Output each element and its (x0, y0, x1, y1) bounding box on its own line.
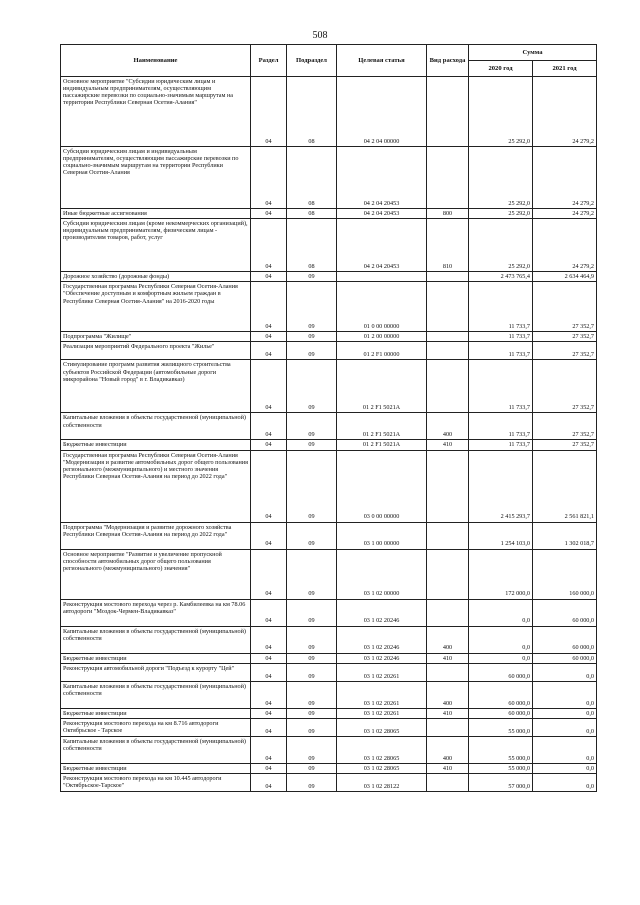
table-row (61, 450, 597, 522)
budget-table (60, 44, 597, 792)
row-sum-2021: 24 279,2 (533, 77, 597, 147)
row-subsection: 09 (287, 773, 337, 791)
row-expense-type (427, 663, 469, 681)
row-sum-2021: 27 352,7 (533, 342, 597, 360)
row-name: Реализация мероприятий Федерального проекта "Жилье" (61, 342, 251, 360)
table-row (61, 77, 597, 147)
row-expense-type (427, 773, 469, 791)
row-target-article: 03 1 02 28065 (337, 736, 427, 763)
row-sum-2021: 0,0 (533, 708, 597, 718)
row-sum-2021: 2 561 821,1 (533, 450, 597, 522)
row-subsection: 09 (287, 549, 337, 599)
row-target-article: 03 1 02 20246 (337, 653, 427, 663)
row-sum-2020: 60 000,0 (469, 663, 533, 681)
row-section: 04 (251, 599, 287, 626)
row-section: 04 (251, 332, 287, 342)
row-sum-2021: 0,0 (533, 773, 597, 791)
row-target-article: 03 1 00 00000 (337, 522, 427, 549)
row-name: Реконструкция мостового перехода на км 8.716 автодороги Октябрьское - Тарское (61, 718, 251, 736)
row-section: 04 (251, 440, 287, 450)
row-section: 04 (251, 147, 287, 209)
table-row (61, 773, 597, 791)
row-subsection: 09 (287, 718, 337, 736)
row-sum-2020: 1 254 103,0 (469, 522, 533, 549)
row-target-article: 03 1 02 20261 (337, 708, 427, 718)
row-sum-2021: 27 352,7 (533, 360, 597, 413)
row-name: Основное мероприятие "Субсидии юридическим лицам и индивидуальным предпринимателям, осуществляющим пассажирские перевозки по социально-значимым маршрутам на территории Республики Северная Осетия-Алания" (61, 77, 251, 147)
row-sum-2021: 24 279,2 (533, 209, 597, 219)
row-name: Подпрограмма "Жилище" (61, 332, 251, 342)
row-section: 04 (251, 219, 287, 272)
row-target-article: 01 2 F1 5021A (337, 440, 427, 450)
row-target-article (337, 272, 427, 282)
row-subsection: 09 (287, 681, 337, 708)
row-sum-2021: 160 000,0 (533, 549, 597, 599)
row-subsection: 09 (287, 342, 337, 360)
row-sum-2020: 25 292,0 (469, 77, 533, 147)
row-sum-2020: 55 000,0 (469, 736, 533, 763)
row-target-article: 01 2 00 00000 (337, 332, 427, 342)
row-name: Капитальные вложения в объекты государственной (муниципальной) собственности (61, 413, 251, 440)
table-row (61, 342, 597, 360)
row-sum-2020: 60 000,0 (469, 708, 533, 718)
row-section: 04 (251, 522, 287, 549)
row-section: 04 (251, 342, 287, 360)
row-target-article: 03 1 02 00000 (337, 549, 427, 599)
table-row (61, 708, 597, 718)
row-name: Стимулирование программ развития жилищного строительства субъектов Российской Федерации (автомобильные дороги микрорайона "Новый город" в г. Владикавказ) (61, 360, 251, 413)
row-expense-type (427, 332, 469, 342)
row-subsection: 09 (287, 708, 337, 718)
row-sum-2021: 24 279,2 (533, 147, 597, 209)
row-sum-2020: 60 000,0 (469, 681, 533, 708)
row-section: 04 (251, 708, 287, 718)
row-expense-type (427, 599, 469, 626)
row-target-article: 04 2 04 20453 (337, 219, 427, 272)
header-section: Раздел (251, 45, 287, 77)
row-subsection: 08 (287, 147, 337, 209)
row-target-article: 03 1 02 20261 (337, 681, 427, 708)
row-sum-2020: 55 000,0 (469, 718, 533, 736)
row-target-article: 03 0 00 00000 (337, 450, 427, 522)
row-subsection: 08 (287, 209, 337, 219)
header-name: Наименование (61, 45, 251, 77)
row-section: 04 (251, 549, 287, 599)
table-row (61, 736, 597, 763)
row-subsection: 09 (287, 663, 337, 681)
table-body (61, 77, 597, 792)
row-sum-2021: 0,0 (533, 681, 597, 708)
row-subsection: 09 (287, 282, 337, 332)
row-section: 04 (251, 413, 287, 440)
row-section: 04 (251, 663, 287, 681)
row-sum-2020: 11 733,7 (469, 440, 533, 450)
row-target-article: 01 2 F1 00000 (337, 342, 427, 360)
row-target-article: 03 1 02 28065 (337, 718, 427, 736)
row-subsection: 09 (287, 272, 337, 282)
row-sum-2020: 25 292,0 (469, 209, 533, 219)
row-name: Капитальные вложения в объекты государственной (муниципальной) собственности (61, 626, 251, 653)
row-expense-type: 400 (427, 681, 469, 708)
row-section: 04 (251, 681, 287, 708)
row-sum-2021: 0,0 (533, 763, 597, 773)
row-section: 04 (251, 626, 287, 653)
row-sum-2020: 25 292,0 (469, 219, 533, 272)
row-sum-2021: 60 000,0 (533, 626, 597, 653)
row-subsection: 09 (287, 626, 337, 653)
row-sum-2021: 1 302 018,7 (533, 522, 597, 549)
row-sum-2020: 11 733,7 (469, 342, 533, 360)
row-name: Государственная программа Республики Северная Осетия-Алания "Модернизация и развитие автомобильных дорог общего пользования регионального (межмуниципального) и местного значения Республики Северная Осетия-Алания на период до 2022 года" (61, 450, 251, 522)
row-target-article: 04 2 04 20453 (337, 147, 427, 209)
row-target-article: 03 1 02 20261 (337, 663, 427, 681)
row-section: 04 (251, 272, 287, 282)
row-subsection: 09 (287, 763, 337, 773)
table-row (61, 626, 597, 653)
row-sum-2020: 0,0 (469, 599, 533, 626)
row-target-article: 03 1 02 28122 (337, 773, 427, 791)
row-name: Бюджетные инвестиции (61, 440, 251, 450)
row-target-article: 01 2 F1 5021A (337, 413, 427, 440)
table-row (61, 763, 597, 773)
table-row (61, 681, 597, 708)
row-subsection: 08 (287, 219, 337, 272)
row-sum-2020: 55 000,0 (469, 763, 533, 773)
row-target-article: 04 2 04 20453 (337, 209, 427, 219)
row-subsection: 09 (287, 332, 337, 342)
row-subsection: 09 (287, 360, 337, 413)
row-subsection: 09 (287, 736, 337, 763)
row-sum-2020: 172 000,0 (469, 549, 533, 599)
row-section: 04 (251, 360, 287, 413)
row-subsection: 09 (287, 440, 337, 450)
row-expense-type (427, 272, 469, 282)
table-row (61, 219, 597, 272)
row-section: 04 (251, 736, 287, 763)
row-sum-2020: 25 292,0 (469, 147, 533, 209)
header-expense-type: Вид расхода (427, 45, 469, 77)
header-year-2021: 2021 год (533, 61, 597, 77)
row-subsection: 09 (287, 450, 337, 522)
row-sum-2020: 11 733,7 (469, 360, 533, 413)
row-expense-type (427, 522, 469, 549)
row-sum-2020: 2 473 765,4 (469, 272, 533, 282)
row-sum-2020: 0,0 (469, 626, 533, 653)
row-target-article: 03 1 02 28065 (337, 763, 427, 773)
row-section: 04 (251, 763, 287, 773)
row-expense-type (427, 342, 469, 360)
row-expense-type: 400 (427, 626, 469, 653)
row-expense-type (427, 718, 469, 736)
row-sum-2020: 11 733,7 (469, 282, 533, 332)
table-row (61, 413, 597, 440)
row-name: Государственная программа Республики Северная Осетия-Алания "Обеспечение доступным и комфортным жильем граждан в Республике Северная Осетия-Алания" на 2016-2020 годы (61, 282, 251, 332)
row-section: 04 (251, 450, 287, 522)
table-row (61, 599, 597, 626)
row-target-article: 03 1 02 20246 (337, 599, 427, 626)
row-sum-2021: 2 634 464,9 (533, 272, 597, 282)
row-expense-type (427, 282, 469, 332)
table-row (61, 332, 597, 342)
row-name: Дорожное хозяйство (дорожные фонды) (61, 272, 251, 282)
header-sum: Сумма (469, 45, 597, 61)
page-number: 508 (312, 30, 328, 41)
row-section: 04 (251, 653, 287, 663)
row-subsection: 09 (287, 522, 337, 549)
row-expense-type: 400 (427, 413, 469, 440)
header-subsection: Подраздел (287, 45, 337, 77)
row-name: Иные бюджетные ассигнования (61, 209, 251, 219)
row-expense-type: 810 (427, 219, 469, 272)
row-expense-type (427, 77, 469, 147)
row-sum-2020: 57 000,0 (469, 773, 533, 791)
row-section: 04 (251, 718, 287, 736)
table-row (61, 440, 597, 450)
row-name: Подпрограмма "Модернизация и развитие дорожного хозяйства Республики Северная Осетия-Алания на период до 2022 года" (61, 522, 251, 549)
row-name: Бюджетные инвестиции (61, 763, 251, 773)
row-target-article: 01 2 F1 5021A (337, 360, 427, 413)
table-row (61, 549, 597, 599)
row-subsection: 09 (287, 653, 337, 663)
header-year-2020: 2020 год (469, 61, 533, 77)
row-sum-2021: 0,0 (533, 663, 597, 681)
row-expense-type (427, 360, 469, 413)
row-expense-type: 400 (427, 736, 469, 763)
table-row (61, 272, 597, 282)
table-row (61, 147, 597, 209)
row-subsection: 08 (287, 77, 337, 147)
row-sum-2021: 24 279,2 (533, 219, 597, 272)
row-sum-2021: 0,0 (533, 736, 597, 763)
row-name: Реконструкция мостового перехода через р. Камбилеевка на км 78.06 автодороги "Моздок-Чермен-Владикавказ" (61, 599, 251, 626)
table-row (61, 718, 597, 736)
row-subsection: 09 (287, 413, 337, 440)
row-name: Основное мероприятие "Развитие и увеличение пропускной способности автомобильных дорог общего пользования регионального (межмуниципального) значения" (61, 549, 251, 599)
row-sum-2021: 27 352,7 (533, 440, 597, 450)
row-expense-type: 410 (427, 440, 469, 450)
row-name: Капитальные вложения в объекты государственной (муниципальной) собственности (61, 736, 251, 763)
row-sum-2020: 11 733,7 (469, 413, 533, 440)
row-name: Субсидии юридическим лицам (кроме некоммерческих организаций), индивидуальным предпринимателям, физическим лицам - производителям товаров, работ, услуг (61, 219, 251, 272)
table-row (61, 282, 597, 332)
row-name: Капитальные вложения в объекты государственной (муниципальной) собственности (61, 681, 251, 708)
row-target-article: 03 1 02 20246 (337, 626, 427, 653)
row-target-article: 04 2 04 00000 (337, 77, 427, 147)
row-sum-2021: 0,0 (533, 718, 597, 736)
table-row (61, 522, 597, 549)
row-expense-type (427, 549, 469, 599)
row-target-article: 01 0 00 00000 (337, 282, 427, 332)
row-section: 04 (251, 77, 287, 147)
row-section: 04 (251, 282, 287, 332)
table-row (61, 360, 597, 413)
row-expense-type: 410 (427, 653, 469, 663)
row-section: 04 (251, 209, 287, 219)
row-name: Бюджетные инвестиции (61, 653, 251, 663)
row-name: Бюджетные инвестиции (61, 708, 251, 718)
row-expense-type (427, 147, 469, 209)
table-row (61, 653, 597, 663)
row-sum-2021: 27 352,7 (533, 332, 597, 342)
table-row (61, 209, 597, 219)
row-name: Реконструкция мостового перехода на км 10.445 автодороги "Октябрьское-Тарское" (61, 773, 251, 791)
row-subsection: 09 (287, 599, 337, 626)
header-target-article: Целевая статья (337, 45, 427, 77)
row-sum-2021: 60 000,0 (533, 653, 597, 663)
table-row (61, 663, 597, 681)
row-sum-2021: 60 000,0 (533, 599, 597, 626)
row-name: Реконструкция автомобильной дороги "Подъезд к курорту "Цей" (61, 663, 251, 681)
row-sum-2020: 0,0 (469, 653, 533, 663)
row-expense-type: 410 (427, 708, 469, 718)
row-sum-2021: 27 352,7 (533, 413, 597, 440)
row-sum-2020: 11 733,7 (469, 332, 533, 342)
row-name: Субсидии юридическим лицам и индивидуальным предпринимателям, осуществляющим пассажирские перевозки по социально-значимым маршрутам на территории Республики Северная Осетия-Алания (61, 147, 251, 209)
row-sum-2021: 27 352,7 (533, 282, 597, 332)
row-expense-type: 800 (427, 209, 469, 219)
row-expense-type (427, 450, 469, 522)
row-sum-2020: 2 415 293,7 (469, 450, 533, 522)
row-section: 04 (251, 773, 287, 791)
row-expense-type: 410 (427, 763, 469, 773)
table-header (61, 45, 597, 77)
